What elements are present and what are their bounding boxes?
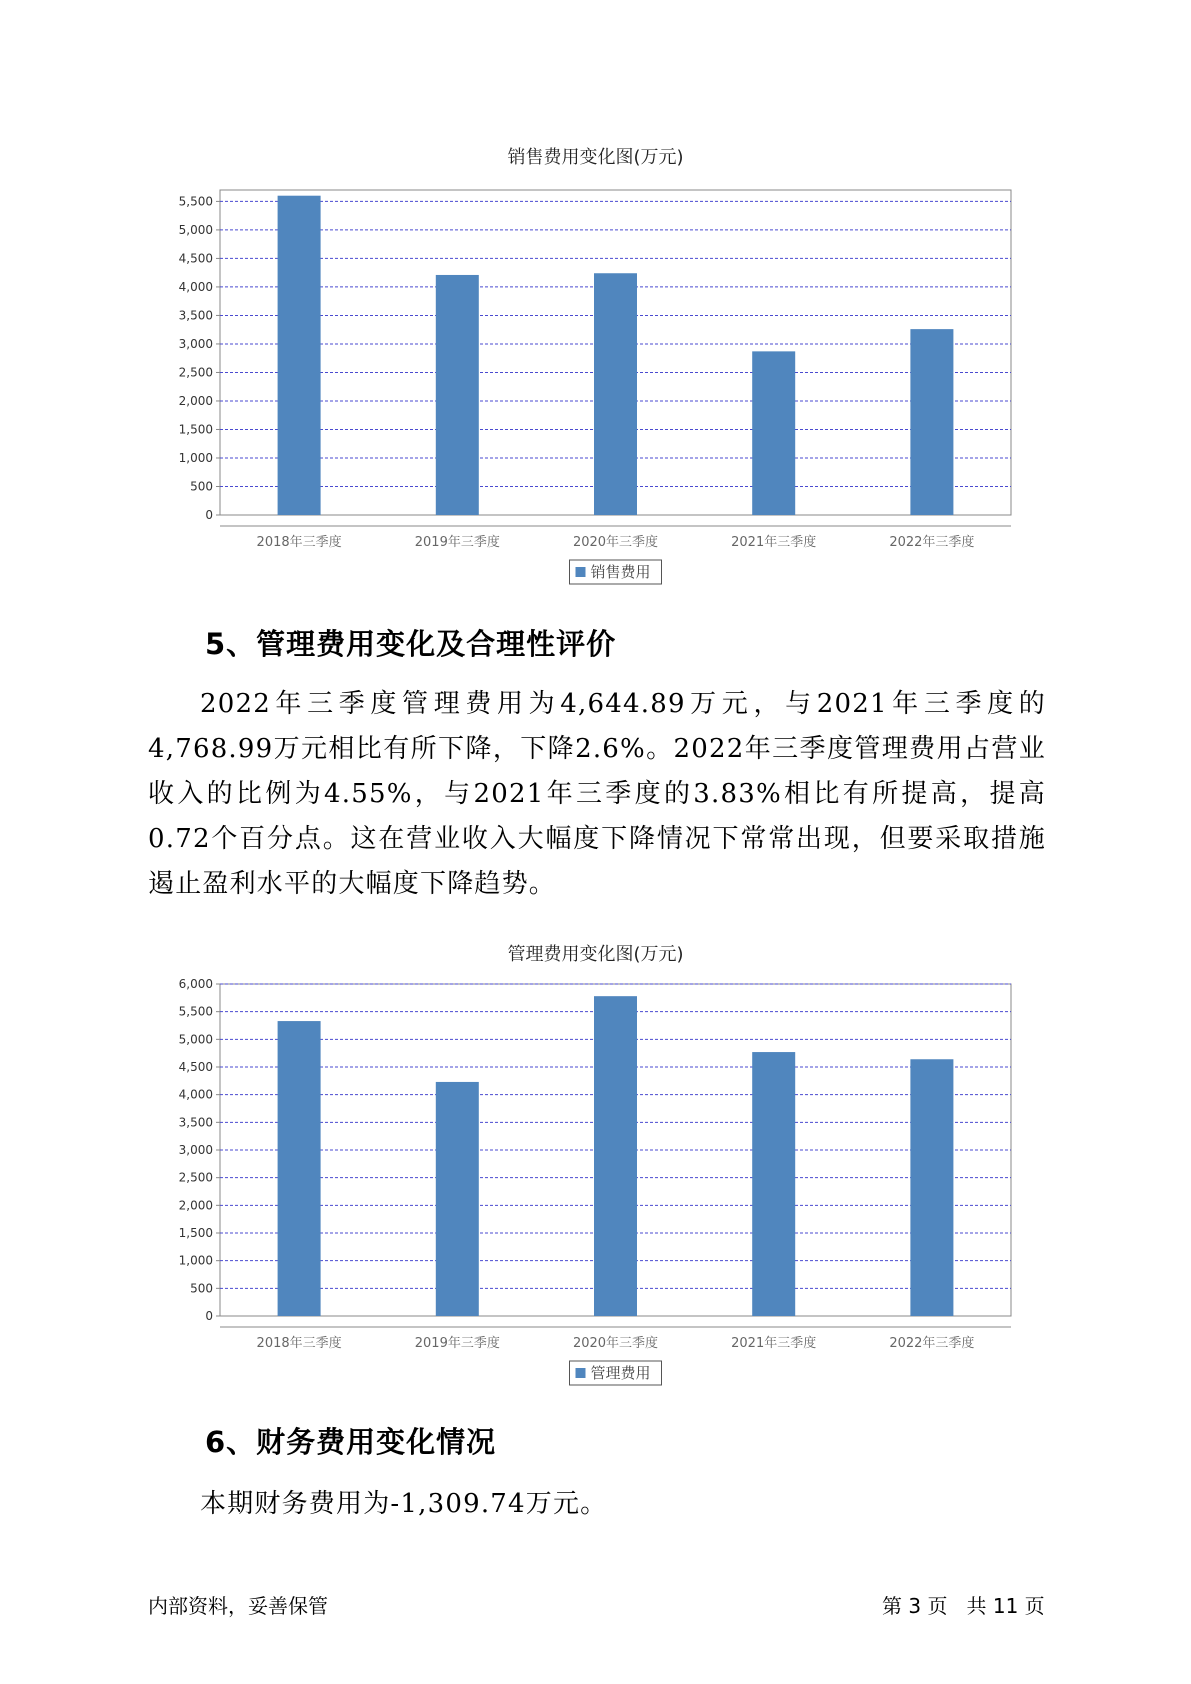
chart2-title: 管理费用变化图(万元): [507, 944, 684, 965]
y-tick-label: 4,500: [178, 1060, 213, 1074]
y-tick-label: 0: [205, 1309, 213, 1323]
bar: [752, 351, 795, 515]
y-tick-label: 1,500: [178, 1226, 213, 1240]
chart1-title: 销售费用变化图(万元): [507, 147, 684, 168]
legend-label: 销售费用: [590, 563, 651, 581]
x-tick-label: 2018年三季度: [256, 1336, 342, 1351]
bar: [278, 196, 321, 515]
bar: [436, 1082, 479, 1316]
legend-swatch: [576, 567, 586, 577]
y-tick-label: 500: [190, 1281, 213, 1296]
footer-page-number: 第 3 页 共 11 页: [882, 1594, 1045, 1618]
y-tick-label: 2,000: [178, 393, 213, 408]
x-tick-label: 2022年三季度: [889, 535, 975, 550]
y-tick-label: 1,500: [178, 422, 213, 437]
legend-label: 管理费用: [590, 1364, 651, 1382]
legend-swatch: [576, 1368, 586, 1378]
x-tick-label: 2020年三季度: [572, 1336, 659, 1351]
bar: [752, 1052, 795, 1316]
x-tick-label: 2019年三季度: [414, 535, 500, 550]
x-tick-label: 2018年三季度: [256, 535, 342, 550]
bar: [910, 1059, 953, 1316]
sales-expense-chart: [0, 170, 1191, 590]
y-tick-label: 3,500: [178, 1115, 213, 1130]
y-tick-label: 3,500: [178, 308, 213, 323]
section6-paragraph: 本期财务费用为-1,309.74万元。: [200, 1489, 608, 1519]
y-tick-label: 4,500: [178, 251, 213, 266]
admin-expense-chart: [0, 970, 1191, 1390]
section6-heading: 6、财务费用变化情况: [205, 1425, 497, 1459]
x-tick-label: 2019年三季度: [414, 1336, 500, 1351]
bar: [278, 1021, 321, 1316]
y-tick-label: 4,000: [178, 1087, 213, 1102]
y-tick-label: 5,000: [178, 222, 213, 237]
y-tick-label: 6,000: [178, 977, 213, 991]
y-tick-label: 5,500: [178, 194, 213, 209]
y-tick-label: 500: [190, 479, 213, 494]
bar: [594, 273, 637, 515]
y-tick-label: 4,000: [178, 279, 213, 294]
section5-paragraph: 2022年三季度管理费用为4,644.89万元，与2021年三季度的4,768.99万元相比有所下降，下降2.6%。2022年三季度管理费用占营业收入的比例为4.55%，与2021年三季度的3.83%相比有所提高，提高0.72个百分点。这在营业收入大幅度下降情况下常常出现，但要采取措施遏止盈利水平的大幅度下降趋势。: [148, 689, 1046, 899]
y-tick-label: 3,000: [178, 1143, 213, 1157]
section5-heading: 5、管理费用变化及合理性评价: [205, 627, 617, 661]
x-tick-label: 2022年三季度: [889, 1336, 975, 1351]
y-tick-label: 0: [205, 508, 213, 522]
x-tick-label: 2020年三季度: [572, 535, 659, 550]
bar: [910, 329, 953, 515]
footer-confidential-note: 内部资料，妥善保管: [148, 1594, 328, 1618]
y-tick-label: 2,000: [178, 1198, 213, 1213]
x-tick-label: 2021年三季度: [731, 535, 817, 550]
x-tick-label: 2021年三季度: [731, 1336, 817, 1351]
y-tick-label: 1,000: [178, 1253, 213, 1268]
y-tick-label: 2,500: [178, 1170, 213, 1185]
y-tick-label: 5,000: [178, 1032, 213, 1047]
y-tick-label: 2,500: [178, 365, 213, 380]
y-tick-label: 1,000: [178, 450, 213, 465]
y-tick-label: 3,000: [178, 336, 213, 351]
y-tick-label: 5,500: [178, 1004, 213, 1019]
bar: [594, 996, 637, 1316]
bar: [436, 275, 479, 515]
